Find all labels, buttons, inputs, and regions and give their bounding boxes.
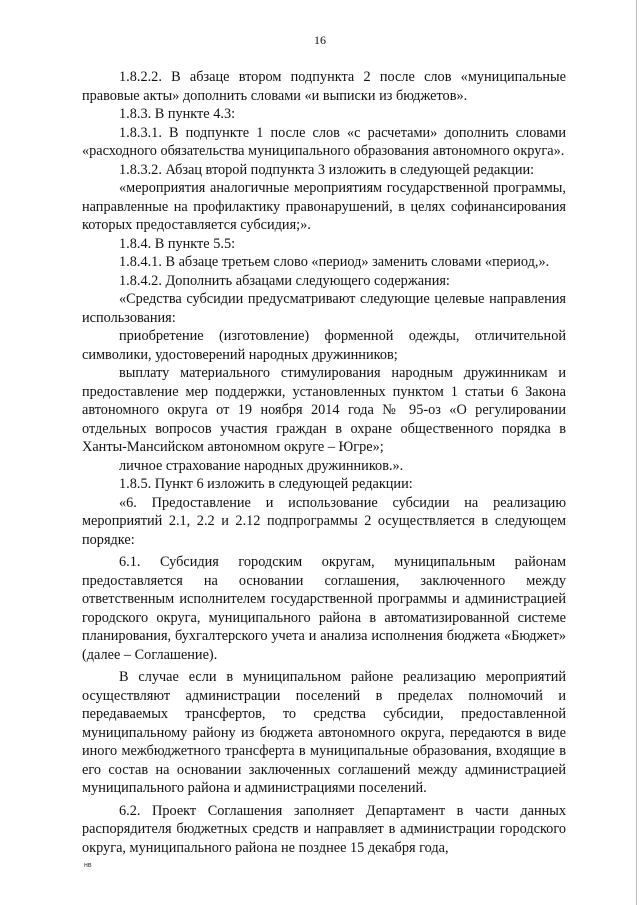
document-body — [82, 68, 566, 857]
paragraph-item-6-1: 6.1. Субсидия городским округам, муниципальным районам предоставляется на основании соглашения, заключенного между ответственным исполнителем государственной программы и администрацией городского округа, муниципального района в автоматизированной системе планирования, бухгалтерского учета и анализа исполнения бюджета «Бюджет» (далее – Соглашение). — [82, 554, 566, 663]
paragraph-municipal-district: В случае если в муниципальном районе реализацию мероприятий осуществляют администрации поселений в пределах полномочий и передаваемых трансфертов, то средства субсидии, предоставленной муниципальному району из бюджета автономного округа, передаются в виде иного межбюджетного трансферта в муниципальные образования, входящие в его состав на основании заключенных соглашений между администрацией муниципального района и администрациями поселений. — [82, 669, 566, 796]
paragraph-insurance: личное страхование народных дружинников.». — [119, 457, 404, 474]
paragraph-1-8-4: 1.8.4. В пункте 5.5: — [119, 235, 236, 252]
paragraph-uniform-purchase: приобретение (изготовление) форменной одежды, отличительной символики, удостоверений народных дружинников; — [82, 328, 566, 363]
paragraph-1-8-2-2: 1.8.2.2. В абзаце втором подпункта 2 после слов «муниципальные правовые акты» дополнить словами «и выписки из бюджетов». — [82, 69, 566, 104]
footer-initials: нв — [84, 862, 92, 869]
paragraph-1-8-4-2: 1.8.4.2. Дополнить абзацами следующего содержания: — [119, 272, 450, 289]
scan-edge-line — [636, 0, 637, 905]
page-number: 16 — [314, 33, 326, 47]
paragraph-quote-measures: «мероприятия аналогичные мероприятиям государственной программы, направленные на профилактику правонарушений, в целях софинансирования которых предоставляется субсидия;». — [82, 180, 566, 233]
paragraph-1-8-4-1: 1.8.4.1. В абзаце третьем слово «период» заменить словами «период,». — [119, 254, 550, 270]
paragraph-subsidy-directions: «Средства субсидии предусматривают следующие целевые направления использования: — [82, 291, 566, 326]
paragraph-1-8-3-1: 1.8.3.1. В подпункте 1 после слов «с расчетами» дополнить словами «расходного обязательства муниципального образования автономного округа». — [82, 124, 566, 159]
paragraph-1-8-5: 1.8.5. Пункт 6 изложить в следующей редакции: — [119, 476, 413, 492]
paragraph-item-6: «6. Предоставление и использование субсидии на реализацию мероприятий 2.1, 2.2 и 2.12 подпрограммы 2 осуществляется в следующем порядке: — [82, 494, 566, 548]
paragraph-item-6-2: 6.2. Проект Соглашения заполняет Департамент в части данных распорядителя бюджетных средств и направляет в администрации городского округа, муниципального района не позднее 15 декабря года, — [82, 802, 566, 856]
paragraph-1-8-3-2: 1.8.3.2. Абзац второй подпункта 3 изложить в следующей редакции: — [119, 161, 535, 178]
paragraph-1-8-3: 1.8.3. В пункте 4.3: — [119, 106, 236, 122]
paragraph-incentive-payment: выплату материального стимулирования народным дружинникам и предоставление мер поддержки, установленных пунктом 1 статьи 6 Закона автономного округа от 19 ноября 2014 года № 95-оз «О регулировании отдельных вопросов участия граждан в охране общественного порядка в Ханты-Мансийском автономном округе – Югре»; — [82, 365, 566, 455]
